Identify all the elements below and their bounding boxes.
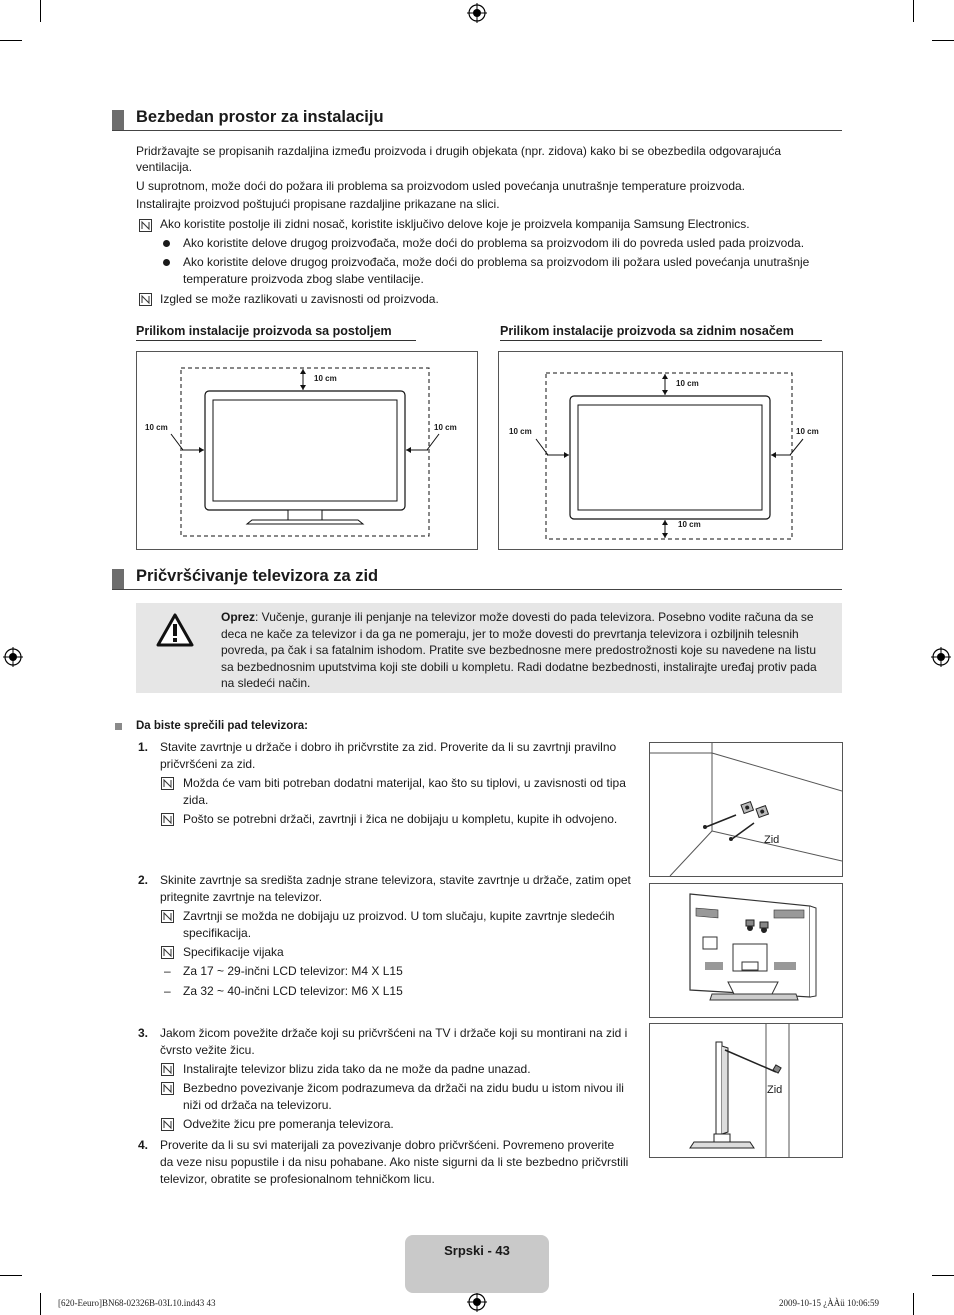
note-icon bbox=[161, 1082, 174, 1095]
dash: – bbox=[164, 984, 171, 998]
registration-mark-icon bbox=[467, 3, 487, 23]
bullet bbox=[163, 259, 170, 266]
note-icon bbox=[161, 946, 174, 959]
crop-mark bbox=[0, 1275, 22, 1276]
step-text: televizor, obratite se profesionalnom tehničkom licu. bbox=[160, 1172, 435, 1186]
step-text: Stavite zavrtnje u držače i dobro ih pričvrstite za zid. Proverite da li su zavrtnji pravilno bbox=[160, 740, 617, 754]
bullet-text: Ako koristite delove drugog proizvođača, može doći do problema sa proizvodom ili požara usled povećanja unutrašnje bbox=[183, 255, 810, 269]
note-text: zida. bbox=[183, 793, 209, 807]
distance-label-right: 10 cm bbox=[796, 427, 819, 436]
step-text: da veze nisu popustile i da nisu pohabane. Ako niste sigurni da li ste bezbedno pričvrstili bbox=[160, 1155, 629, 1169]
step-text: Skinite zavrtnje sa središta zadnje strane televizora, stavite zavrtnje u držače, zatim opet bbox=[160, 873, 631, 887]
crop-mark bbox=[932, 40, 954, 41]
registration-mark-icon bbox=[467, 1292, 487, 1312]
distance-label-right: 10 cm bbox=[434, 423, 457, 432]
stand-tv-illustration bbox=[137, 352, 477, 549]
note-text: Ako koristite postolje ili zidni nosač, koristite isključivo delove koje je proizvela kompanija Samsung Electronics. bbox=[160, 217, 750, 231]
wall-mount-clearance-diagram bbox=[498, 351, 843, 550]
section-title: Bezbedan prostor za instalaciju bbox=[136, 108, 384, 126]
note-text: specifikacija. bbox=[183, 926, 252, 940]
section-heading-wall-securing bbox=[112, 567, 842, 590]
registration-mark-icon bbox=[931, 647, 951, 667]
dash: – bbox=[164, 964, 171, 978]
note-text: Odvežite žicu pre pomeranja televizora. bbox=[183, 1117, 394, 1131]
distance-label-top: 10 cm bbox=[676, 379, 699, 388]
warning-triangle-icon bbox=[156, 613, 194, 647]
step-number: 3. bbox=[138, 1026, 149, 1040]
wall-corner-illustration bbox=[650, 743, 842, 876]
note-text: Izgled se može razlikovati u zavisnosti od proizvoda. bbox=[160, 292, 439, 306]
square-bullet-icon bbox=[115, 723, 122, 730]
note-icon bbox=[161, 1118, 174, 1131]
note-icon bbox=[139, 219, 152, 232]
note-icon bbox=[161, 1063, 174, 1076]
step-number: 1. bbox=[138, 740, 149, 754]
stand-clearance-diagram bbox=[136, 351, 478, 550]
wall-label: Zid bbox=[767, 1084, 783, 1096]
print-slug-right: 2009-10-15 ¿ÀÀü 10:06:59 bbox=[779, 1298, 879, 1308]
bullet-text: temperature proizvoda zbog slabe ventilacije. bbox=[183, 272, 424, 286]
distance-label-left: 10 cm bbox=[145, 423, 168, 432]
step-text: pritegnite zavrtnje na televizor. bbox=[160, 890, 323, 904]
intro-text: Instalirajte proizvod poštujući propisane razdaljine prikazane na slici. bbox=[136, 197, 500, 211]
registration-mark-icon bbox=[3, 647, 23, 667]
tv-rear-panel-illustration bbox=[650, 884, 842, 1017]
screw-spec-text: Za 17 ~ 29-inčni LCD televizor: M4 X L15 bbox=[183, 964, 403, 978]
bullet-text: Ako koristite delove drugog proizvođača, može doći do problema sa proizvodom ili do povreda usled pada proizvoda. bbox=[183, 236, 805, 250]
step-text: pričvršćeni za zid. bbox=[160, 757, 256, 771]
heading-bar bbox=[112, 110, 124, 130]
intro-text: ventilacija. bbox=[136, 160, 193, 174]
screw-spec-text: Za 32 ~ 40-inčni LCD televizor: M6 X L15 bbox=[183, 984, 403, 998]
note-text: Zavrtnji se možda ne dobijaju uz proizvod. U tom slučaju, kupite zavrtnje sledećih bbox=[183, 909, 615, 923]
crop-mark bbox=[932, 1275, 954, 1276]
section-heading-installation-space bbox=[112, 108, 842, 131]
section-title: Pričvršćivanje televizora za zid bbox=[136, 567, 379, 585]
wall-bracket-illustration bbox=[649, 742, 843, 877]
caution-box bbox=[136, 603, 842, 693]
prevent-fall-heading: Da biste sprečili pad televizora: bbox=[136, 720, 308, 732]
crop-mark bbox=[913, 0, 914, 22]
note-text: niži od držača na televizoru. bbox=[183, 1098, 332, 1112]
note-text: Pošto se potrebni držači, zavrtnji i žica ne dobijaju u kompletu, kupite ih odvojeno. bbox=[183, 812, 618, 826]
note-text: Bezbedno povezivanje žicom podrazumeva da držači na zidu budu u istom nivou ili bbox=[183, 1081, 624, 1095]
distance-label-top: 10 cm bbox=[314, 374, 337, 383]
wall-mount-installation-heading: Prilikom instalacije proizvoda sa zidnim nosačem bbox=[500, 324, 822, 341]
crop-mark bbox=[0, 40, 22, 41]
step-text: Proverite da li su svi materijali za povezivanje dobro pričvršćeni. Povremeno proverite bbox=[160, 1138, 615, 1152]
crop-mark bbox=[40, 1293, 41, 1315]
note-icon bbox=[161, 813, 174, 826]
heading-bar bbox=[112, 569, 124, 589]
intro-text: Pridržavajte se propisanih razdaljina između proizvoda i drugih objekata (npr. zidova) kako bi se obezbedila odgovarajuća bbox=[136, 144, 782, 158]
print-slug-left: [620-Eeuro]BN68-02326B-03L10.ind43 43 bbox=[58, 1298, 216, 1308]
page-number-tab bbox=[405, 1235, 549, 1293]
tv-wire-illustration bbox=[649, 1023, 843, 1158]
tv-back-illustration bbox=[649, 883, 843, 1018]
caution-label: Oprez bbox=[221, 610, 256, 624]
distance-label-left: 10 cm bbox=[509, 427, 532, 436]
note-icon bbox=[139, 293, 152, 306]
crop-mark bbox=[913, 1293, 914, 1315]
bullet bbox=[163, 240, 170, 247]
wall-label: Zid bbox=[764, 834, 780, 846]
note-icon bbox=[161, 910, 174, 923]
step-number: 2. bbox=[138, 873, 149, 887]
tv-side-wire-illustration bbox=[650, 1024, 842, 1157]
note-text: Specifikacije vijaka bbox=[183, 945, 284, 959]
step-text: Jakom žicom povežite držače koji su pričvršćeni na TV i držače koji su montirani na zid i bbox=[160, 1026, 628, 1040]
step-number: 4. bbox=[138, 1138, 149, 1152]
intro-text: U suprotnom, može doći do požara ili problema sa proizvodom usled povećanja unutrašnje temperature proizvoda. bbox=[136, 179, 745, 193]
stand-installation-heading: Prilikom instalacije proizvoda sa postoljem bbox=[136, 324, 416, 341]
caution-text: Oprez: Vučenje, guranje ili penjanje na televizor može dovesti do pada televizora. Posebno vodite računa da se deca ne kače za televizor i da ga ne pomeraju, jer to može dovesti do prevrtanja televizora i ozbiljnih telesnih povreda, pa čak i sa fatalnim ishodom. Pratite sve bezbednosne mere predostrožnosti koje su navedene na listu sa bezbednosnim uputstvima koji ste dobili u kompletu. Radi dodatne bezbednosti, instalirajte uređaj protiv pada na sledeći način. bbox=[221, 610, 817, 690]
wall-mounted-tv-illustration bbox=[499, 352, 842, 549]
distance-label-bottom: 10 cm bbox=[678, 520, 701, 529]
note-text: Instalirajte televizor blizu zida tako da ne može da padne unazad. bbox=[183, 1062, 531, 1076]
note-icon bbox=[161, 777, 174, 790]
step-text: čvrsto vežite žicu. bbox=[160, 1043, 255, 1057]
page-number: Srpski - 43 bbox=[444, 1243, 510, 1258]
crop-mark bbox=[40, 0, 41, 22]
note-text: Možda će vam biti potreban dodatni materijal, kao što su tiplovi, u zavisnosti od tipa bbox=[183, 776, 626, 790]
